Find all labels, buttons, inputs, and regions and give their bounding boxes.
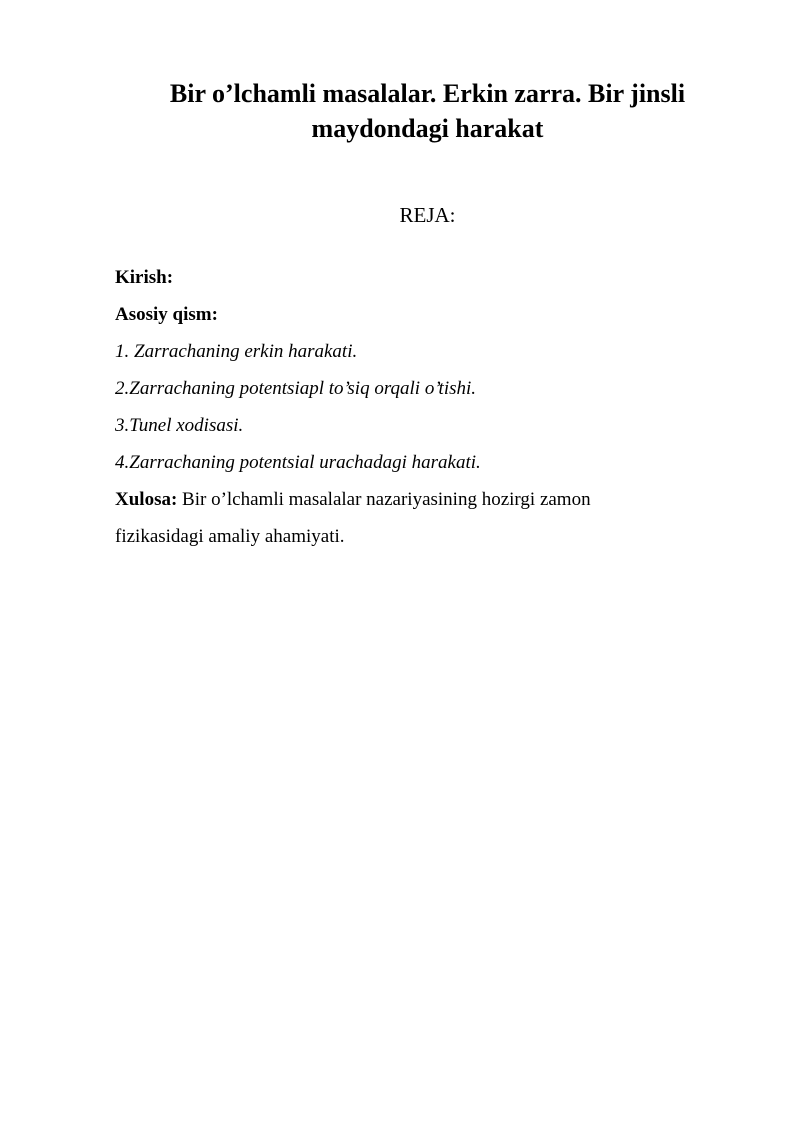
plan-item-1: 1. Zarrachaning erkin harakati. <box>115 341 358 362</box>
main-part-label: Asosiy qism: <box>115 304 218 325</box>
plan-heading: REJA: <box>399 203 456 227</box>
plan-item-2: 2.Zarrachaning potentsiapl to’siq orqali o’tishi. <box>115 378 477 399</box>
intro-label: Kirish: <box>115 267 174 288</box>
conclusion-label: Xulosa: <box>115 489 178 510</box>
conclusion-line-1 <box>115 486 715 523</box>
plan-item-3: 3.Tunel xodisasi. <box>115 415 244 436</box>
conclusion-text-1: Bir o’lchamli masalalar nazariyasining hozirgi zamon <box>177 489 591 510</box>
title-line-1: Bir o’lchamli masalalar. Erkin zarra. Bir jinsli <box>169 79 686 108</box>
plan-item-4: 4.Zarrachaning potentsial urachadagi harakati. <box>115 452 481 473</box>
conclusion-line-2: fizikasidagi amaliy ahamiyati. <box>115 526 345 547</box>
document-title <box>115 76 740 146</box>
plan-body <box>115 264 715 560</box>
title-line-2: maydondagi harakat <box>311 114 544 143</box>
